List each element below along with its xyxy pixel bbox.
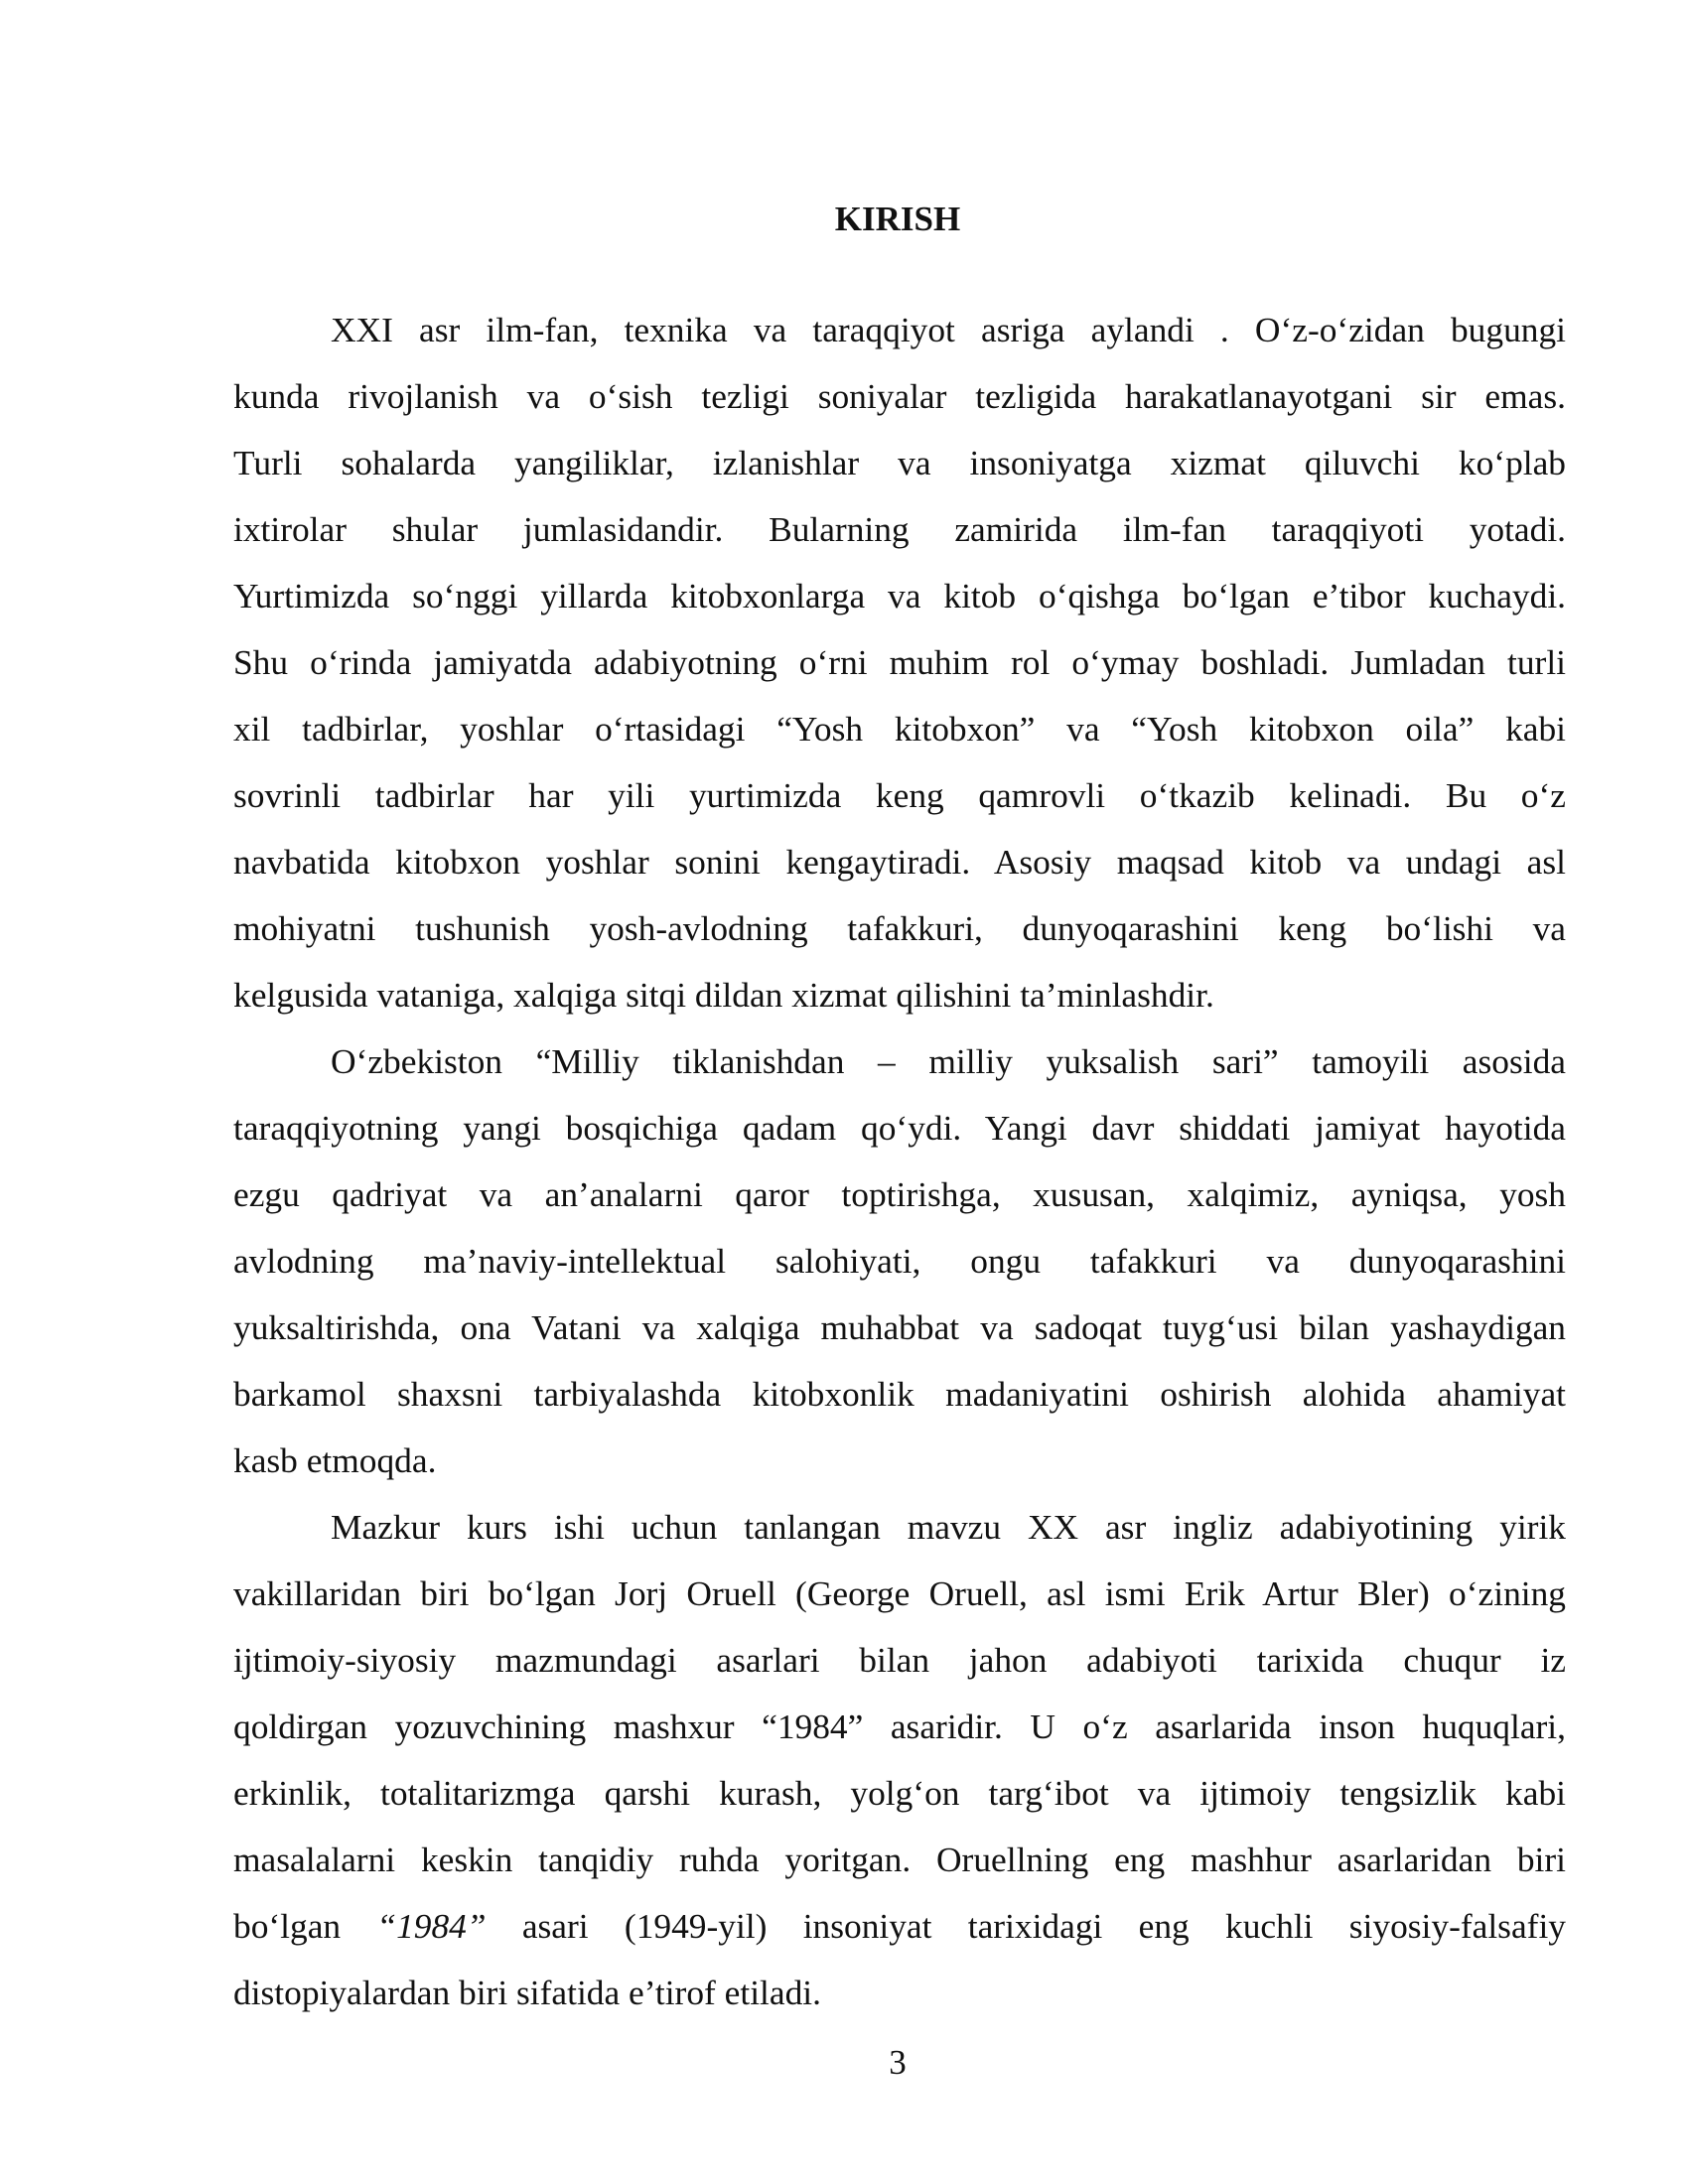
paragraph-1-line-4: ixtirolar shular jumlasidandir. Bularning zamirida ilm-fan taraqqiyoti yotadi. xyxy=(233,509,1566,549)
page-number: 3 xyxy=(889,2043,907,2082)
paragraph-1-line-11: kelgusida vataniga, xalqiga sitqi dildan xizmat qilishini ta’minlashdir. xyxy=(233,975,1214,1015)
paragraph-3-line-4: qoldirgan yozuvchining mashxur “1984” asaridir. U o‘z asarlarida inson huquqlari, xyxy=(233,1706,1566,1746)
paragraph-3-line-1: Mazkur kurs ishi uchun tanlangan mavzu XX asr ingliz adabiyotining yirik xyxy=(331,1507,1566,1547)
italic-title: “1984” xyxy=(376,1906,487,1946)
paragraph-1-line-5: Yurtimizda so‘nggi yillarda kitobxonlarga va kitob o‘qishga bo‘lgan e’tibor kuchaydi. xyxy=(233,576,1566,615)
line-text-after: asari (1949-yil) insoniyat tarixidagi eng kuchli siyosiy-falsafiy xyxy=(486,1906,1566,1946)
paragraph-2-line-5: yuksaltirishda, ona Vatani va xalqiga muhabbat va sadoqat tuyg‘usi bilan yashaydigan xyxy=(233,1307,1566,1347)
paragraph-2-line-6: barkamol shaxsni tarbiyalashda kitobxonlik madaniyatini oshirish alohida ahamiyat xyxy=(233,1374,1566,1414)
paragraph-1-line-2: kunda rivojlanish va o‘sish tezligi soniyalar tezligida harakatlanayotgani sir emas. xyxy=(233,376,1566,416)
paragraph-1-line-7: xil tadbirlar, yoshlar o‘rtasidagi “Yosh kitobxon” va “Yosh kitobxon oila” kabi xyxy=(233,709,1566,749)
paragraph-2-line-7: kasb etmoqda. xyxy=(233,1440,437,1480)
page-title: KIRISH xyxy=(834,200,961,238)
paragraph-1-line-3: Turli sohalarda yangiliklar, izlanishlar va insoniyatga xizmat qiluvchi ko‘plab xyxy=(233,443,1566,482)
paragraph-2-line-2: taraqqiyotning yangi bosqichiga qadam qo‘ydi. Yangi davr shiddati jamiyat hayotida xyxy=(233,1108,1566,1148)
paragraph-3-line-2: vakillaridan biri bo‘lgan Jorj Oruell (George Oruell, asl ismi Erik Artur Bler) o‘zining xyxy=(233,1573,1566,1613)
paragraph-2-line-1: O‘zbekiston “Milliy tiklanishdan – milliy yuksalish sari” tamoyili asosida xyxy=(331,1041,1566,1081)
paragraph-3-line-6: masalalarni keskin tanqidiy ruhda yoritgan. Oruellning eng mashhur asarlaridan biri xyxy=(233,1840,1566,1879)
paragraph-2-line-4: avlodning ma’naviy-intellektual salohiyati, ongu tafakkuri va dunyoqarashini xyxy=(233,1241,1566,1281)
paragraph-3-line-5: erkinlik, totalitarizmga qarshi kurash, yolg‘on targ‘ibot va ijtimoiy tengsizlik kabi xyxy=(233,1773,1566,1813)
paragraph-1-line-6: Shu o‘rinda jamiyatda adabiyotning o‘rni muhim rol o‘ymay boshladi. Jumladan turli xyxy=(233,642,1566,682)
paragraph-1-line-9: navbatida kitobxon yoshlar sonini kengaytiradi. Asosiy maqsad kitob va undagi asl xyxy=(233,842,1566,882)
paragraph-1-line-1: XXI asr ilm-fan, texnika va taraqqiyot asriga aylandi . O‘z-o‘zidan bugungi xyxy=(331,310,1566,349)
paragraph-3-line-3: ijtimoiy-siyosiy mazmundagi asarlari bilan jahon adabiyoti tarixida chuqur iz xyxy=(233,1640,1566,1680)
paragraph-2-line-3: ezgu qadriyat va an’analarni qaror toptirishga, xususan, xalqimiz, ayniqsa, yosh xyxy=(233,1174,1566,1214)
paragraph-1-line-10: mohiyatni tushunish yosh-avlodning tafakkuri, dunyoqarashini keng bo‘lishi va xyxy=(233,908,1566,948)
line-text-before: bo‘lgan xyxy=(233,1906,377,1946)
paragraph-3-line-7 xyxy=(233,1900,1566,1967)
body-text xyxy=(233,304,1566,2033)
paragraph-1-line-8: sovrinli tadbirlar har yili yurtimizda keng qamrovli o‘tkazib kelinadi. Bu o‘z xyxy=(233,775,1566,815)
paragraph-3-line-8: distopiyalardan biri sifatida e’tirof etiladi. xyxy=(233,1973,821,2012)
